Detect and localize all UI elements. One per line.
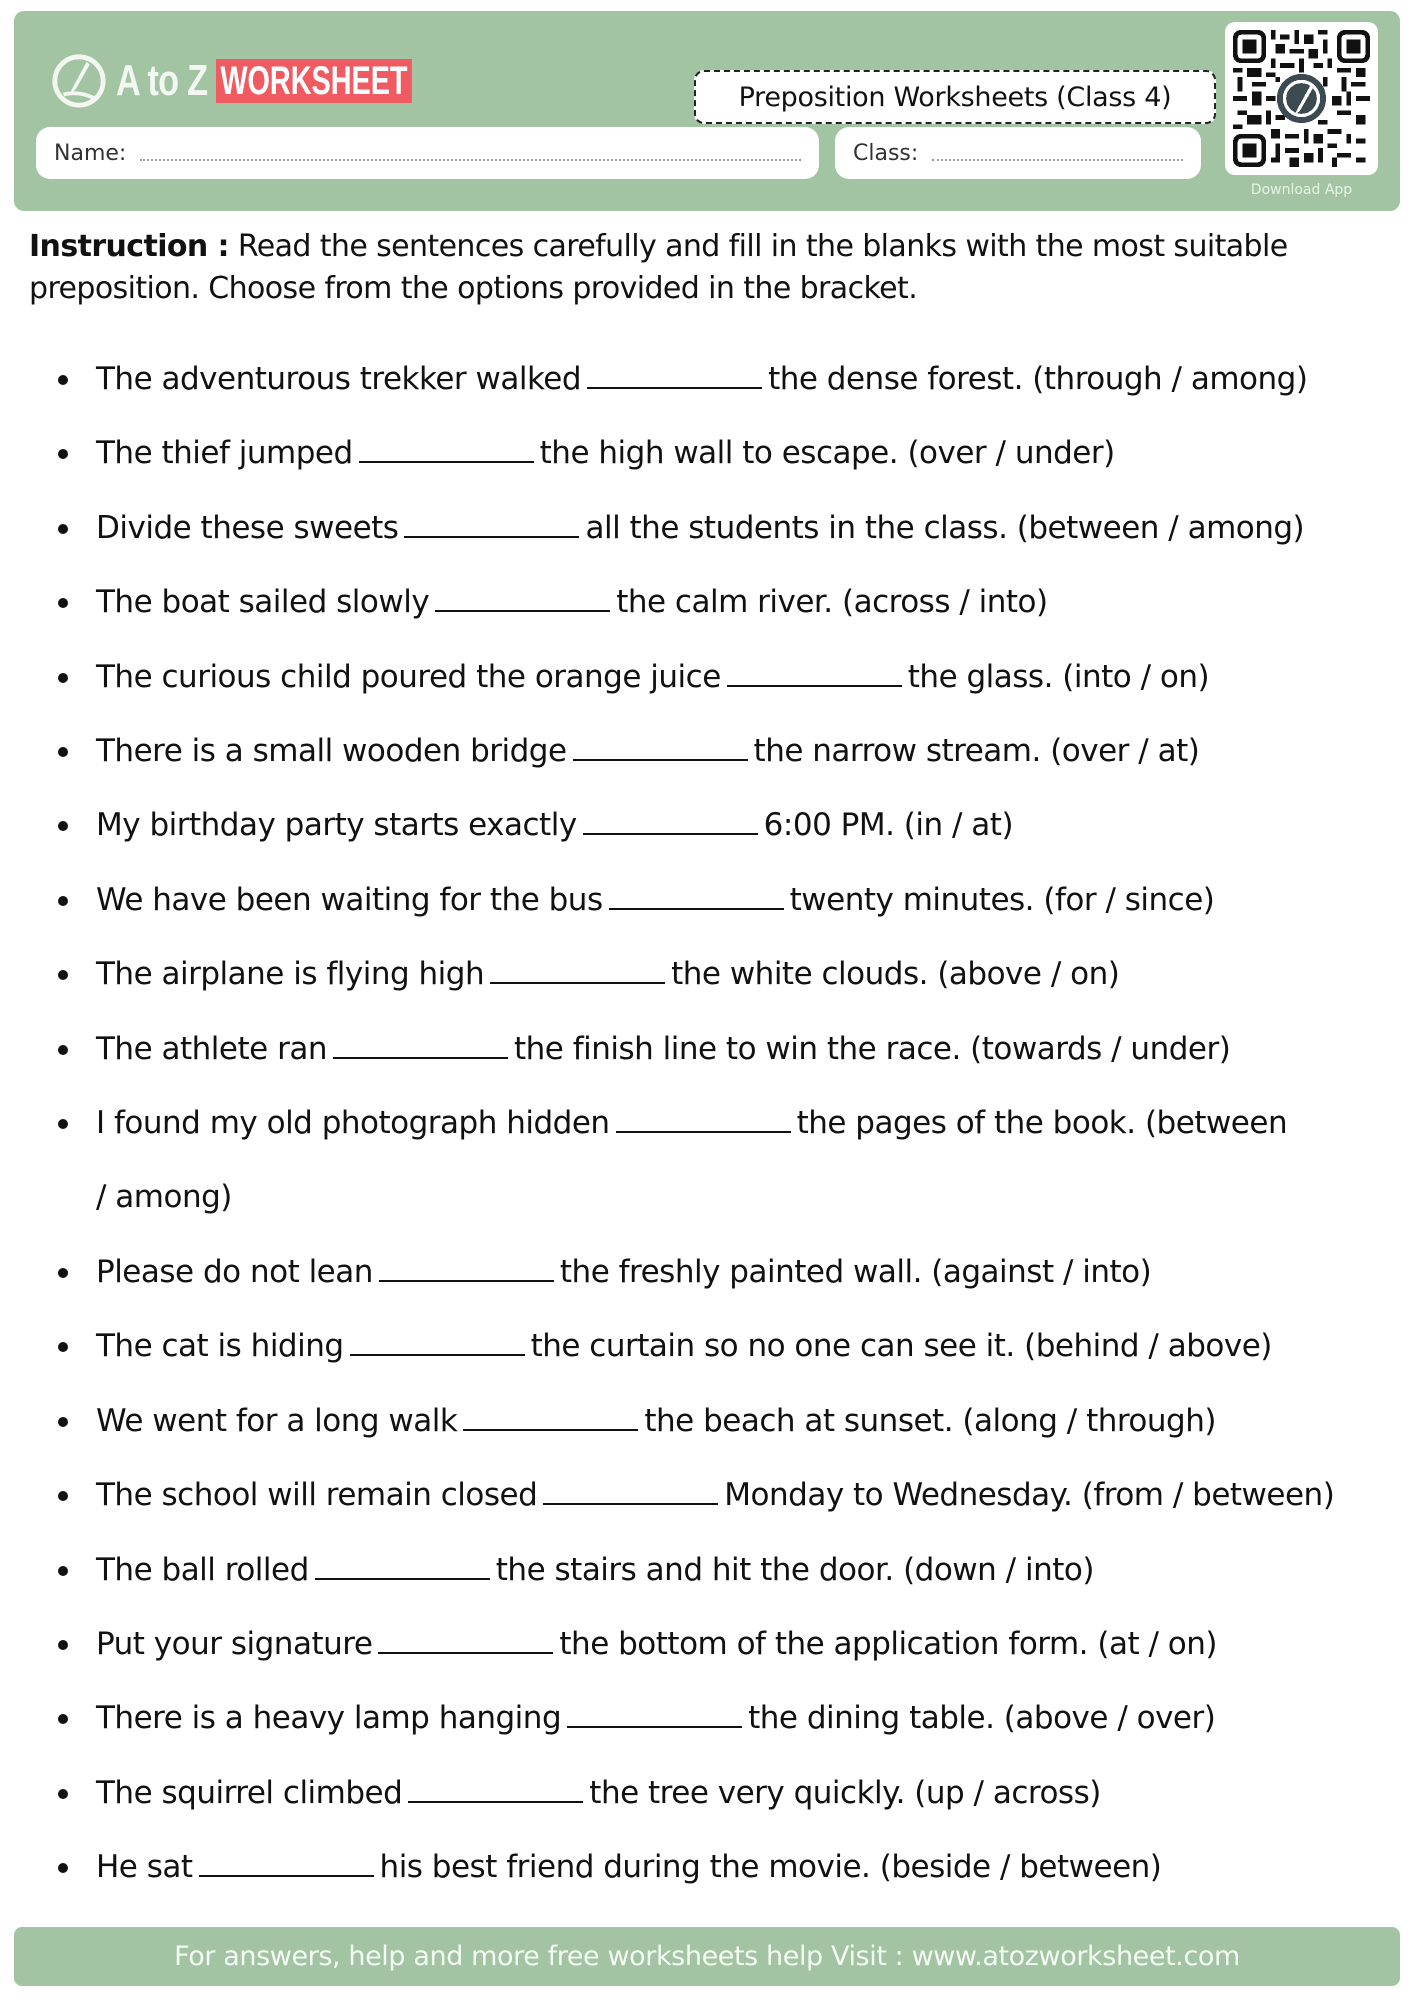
question-text-after: the freshly painted wall. (against / into) [559,1253,1152,1290]
question-text-after: his best friend during the movie. (beside / between) [379,1849,1162,1886]
question-text-after: the finish line to win the race. (towards / under) [513,1030,1231,1067]
question-text-after: the stairs and hit the door. (down / into) [495,1551,1094,1588]
question-item [0,342,1414,416]
class-dotted-line[interactable] [932,159,1183,161]
question-text-after: the glass. (into / on) [907,658,1210,695]
answer-blank[interactable] [359,435,534,463]
question-item [0,565,1414,639]
qr-code-icon [1233,30,1370,167]
question-text-after: the curtain so no one can see it. (behind / above) [530,1328,1272,1365]
question-text-before: He sat [96,1849,193,1886]
question-text-before: Please do not lean [96,1253,373,1290]
question-text-before: Put your signature [96,1625,373,1662]
question-text-after: the white clouds. (above / on) [671,956,1120,993]
answer-blank[interactable] [408,1775,583,1803]
answer-blank[interactable] [616,1105,791,1133]
question-text-after: the pages of the book. (between / among) [96,1105,1288,1216]
answer-blank[interactable] [567,1700,742,1728]
class-label: Class: [853,140,919,166]
question-item [0,937,1414,1011]
question-text-before: The school will remain closed [96,1477,538,1514]
question-item [0,1681,1414,1755]
instruction-text: Read the sentences carefully and fill in the blanks with the most suitable preposition. Choose from the options provided in the bracket. [29,229,1288,306]
answer-blank[interactable] [490,956,665,984]
question-item [0,714,1414,788]
question-text-before: We have been waiting for the bus [96,881,603,918]
question-item [0,1384,1414,1458]
question-text-after: the calm river. (across / into) [616,584,1048,621]
answer-blank[interactable] [583,807,758,835]
question-text-after: the high wall to escape. (over / under) [539,435,1115,472]
question-item [0,416,1414,490]
question-item [0,863,1414,937]
name-field[interactable] [36,127,819,179]
question-list [0,342,1414,1905]
question-item [0,1086,1340,1235]
instruction [29,226,1389,310]
question-text-before: The boat sailed slowly [96,584,430,621]
question-text-after: 6:00 PM. (in / at) [763,807,1014,844]
answer-blank[interactable] [609,882,784,910]
question-text-before: My birthday party starts exactly [96,807,577,844]
pen-circle-logo-icon [50,52,108,110]
question-text-after: the bottom of the application form. (at / on) [559,1625,1217,1662]
question-text-before: There is a heavy lamp hanging [96,1700,562,1737]
answer-blank[interactable] [573,733,748,761]
answer-blank[interactable] [543,1477,718,1505]
question-item [0,1012,1414,1086]
question-text-after: the dense forest. (through / among) [768,361,1308,397]
answer-blank[interactable] [333,1031,508,1059]
worksheet-title [694,70,1216,124]
worksheet-title-text: Preposition Worksheets (Class 4) [738,81,1172,113]
answer-blank[interactable] [350,1328,525,1356]
name-dotted-line[interactable] [140,159,801,161]
question-text-before: I found my old photograph hidden [96,1105,610,1142]
question-text-after: the beach at sunset. (along / through) [644,1402,1216,1439]
question-item [0,1458,1414,1532]
question-text-before: The thief jumped [96,435,353,472]
answer-blank[interactable] [315,1552,490,1580]
answer-blank[interactable] [379,1254,554,1282]
answer-blank[interactable] [404,510,579,538]
answer-blank[interactable] [463,1403,638,1431]
answer-blank[interactable] [727,659,902,687]
question-text-before: The squirrel climbed [96,1774,403,1811]
logo-badge: WORKSHEET [216,59,412,103]
answer-blank[interactable] [378,1626,553,1654]
brand-logo [50,49,488,113]
answer-blank[interactable] [435,584,610,612]
question-text-after: all the students in the class. (between / among) [585,509,1305,546]
qr-code[interactable] [1225,22,1378,175]
logo-text: A to Z [116,56,208,105]
question-text-before: We went for a long walk [96,1402,458,1439]
worksheet-header [14,11,1400,211]
question-text-after: Monday to Wednesday. (from / between) [724,1477,1335,1514]
question-text-before: The cat is hiding [96,1328,344,1365]
question-text-after: the tree very quickly. (up / across) [589,1774,1101,1811]
question-text-before: The adventurous trekker walked [96,361,582,397]
question-text-after: the narrow stream. (over / at) [753,733,1200,770]
question-item [0,1830,1414,1904]
question-item [0,1533,1414,1607]
download-app-label[interactable]: Download App [1250,182,1353,198]
question-item [0,788,1414,862]
question-text-after: twenty minutes. (for / since) [789,881,1215,918]
question-item [0,491,1414,565]
question-text-before: The athlete ran [96,1030,327,1067]
question-item [0,640,1414,714]
question-text-before: Divide these sweets [96,509,399,546]
question-text-before: The ball rolled [96,1551,309,1588]
footer-banner [14,1927,1400,1986]
question-text-before: The curious child poured the orange juice [96,658,721,695]
name-label: Name: [54,140,127,166]
question-item [0,1309,1414,1383]
class-field[interactable] [835,127,1201,179]
question-text-before: There is a small wooden bridge [96,733,567,770]
instruction-label: Instruction : [29,229,229,264]
question-item [0,1235,1414,1309]
footer-text[interactable]: For answers, help and more free worksheets help Visit : www.atozworksheet.com [174,1941,1240,1972]
question-text-before: The airplane is flying high [96,956,485,993]
question-text-after: the dining table. (above / over) [748,1700,1216,1737]
answer-blank[interactable] [199,1849,374,1877]
question-item [0,1756,1414,1830]
question-item [0,1607,1414,1681]
answer-blank[interactable] [587,361,762,389]
